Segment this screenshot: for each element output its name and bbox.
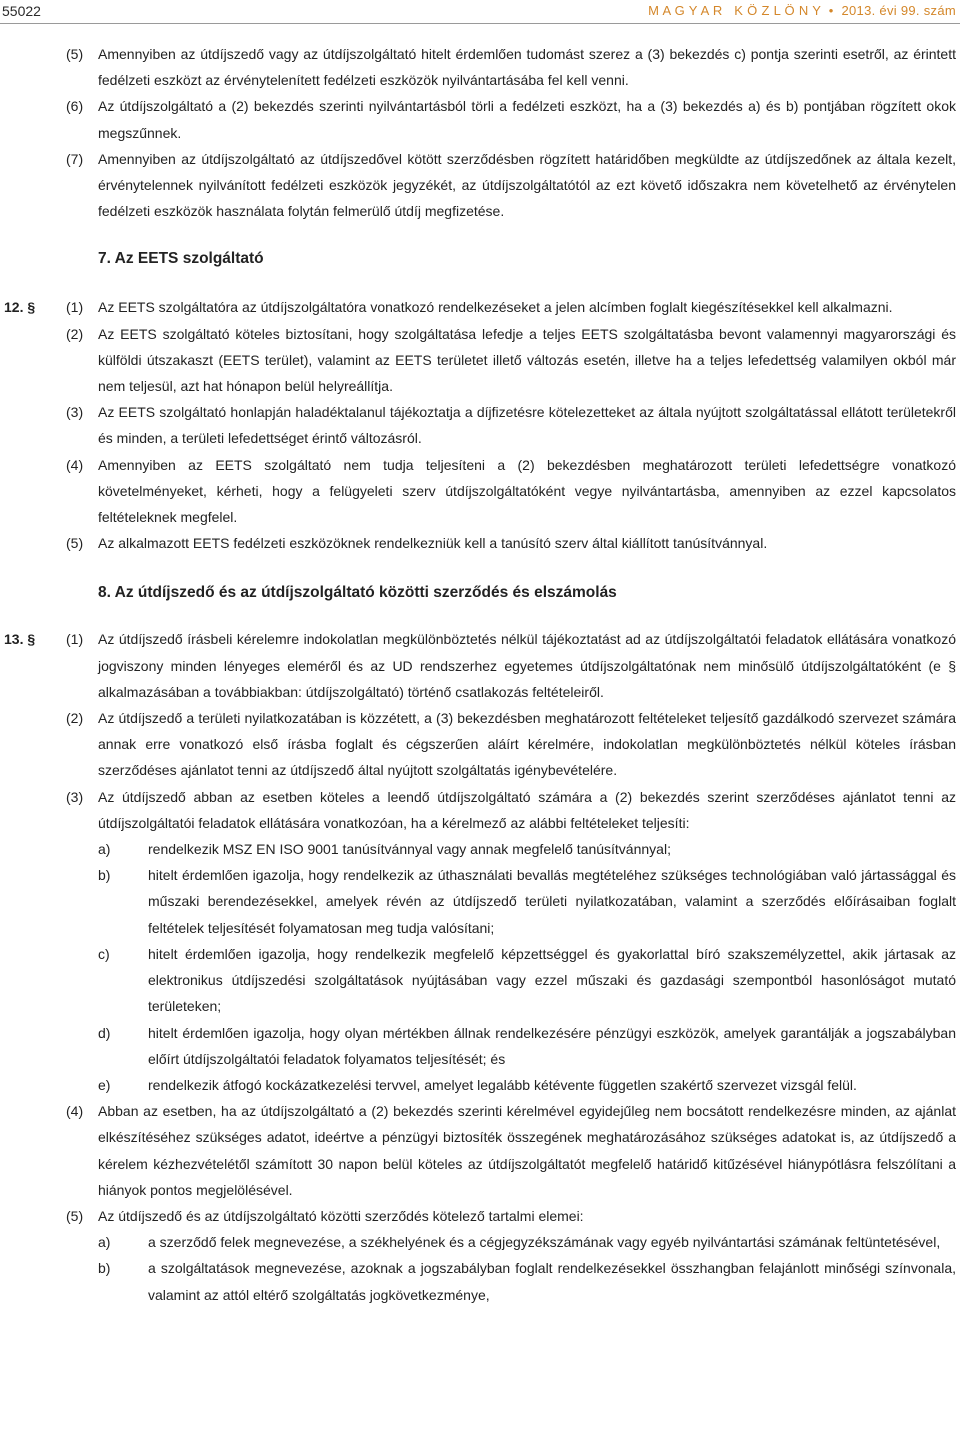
list-item-letter: a) bbox=[98, 1234, 111, 1251]
page-number: 55022 bbox=[2, 3, 41, 19]
paragraph-number: (2) bbox=[66, 325, 84, 342]
list-item bbox=[0, 1020, 960, 1072]
paragraph-text: Az EETS szolgáltatóra az útdíjszolgáltatóra vonatkozó rendelkezéseket a jelen alcímben foglalt kiegészítésekkel kell alkalmazni. bbox=[98, 299, 893, 316]
paragraph-number: (5) bbox=[66, 535, 84, 552]
paragraph-number: (1) bbox=[66, 299, 84, 316]
paragraph bbox=[0, 41, 960, 93]
header-divider bbox=[0, 23, 960, 24]
list-item bbox=[0, 941, 960, 1020]
paragraph bbox=[0, 626, 960, 705]
paragraph bbox=[0, 705, 960, 784]
paragraph-number: (2) bbox=[66, 710, 84, 727]
paragraph bbox=[0, 321, 960, 400]
section-12 bbox=[0, 294, 960, 556]
list-item-letter: d) bbox=[98, 1024, 111, 1041]
paragraph bbox=[0, 530, 960, 556]
list-item-letter: c) bbox=[98, 945, 110, 962]
paragraph bbox=[0, 146, 960, 225]
list-item-text: rendelkezik MSZ EN ISO 9001 tanúsítvánnyal vagy annak megfelelő tanúsítvánnyal; bbox=[148, 841, 671, 858]
list-item-letter: e) bbox=[98, 1076, 111, 1093]
paragraph-number: (6) bbox=[66, 98, 84, 115]
list-item-letter: b) bbox=[98, 867, 111, 884]
paragraph-number: (3) bbox=[66, 788, 84, 805]
paragraph-text: Amennyiben az útdíjszolgáltató az útdíjszedővel kötött szerződésben rögzített határidőben megküldte az útdíjszedőnek az általa kezelt, érvénytelennek nyilvánított fedélzeti eszközök jegyzékét, az útdíjszolgáltatótól az ezt követő időszakra nem követelhető az érvénytelen fedélzeti eszközök használata folytán felmerülő útdíj megfizetése. bbox=[98, 150, 956, 220]
paragraph bbox=[0, 452, 960, 531]
list-item-text: hitelt érdemlően igazolja, hogy rendelkezik az úthasználati bevallás megtételéhez szükséges technológiában való jártassággal és műszaki berendezésekkel, amelyek révén az útdíjszedő területi nyilatkozatában, valamint a szerződés előírásaiban foglalt feltételek teljesítését folyamatosan meg tudja valósítani; bbox=[148, 867, 956, 936]
list-item-text: hitelt érdemlően igazolja, hogy rendelkezik megfelelő képzettséggel és gyakorlattal bíró szakszemélyzettel, akik jártasak az elektronikus útdíjszedési szolgáltatások nyújtásában vagy ezzel műszaki és gazdasági szempontból hasonlóságot mutató területeken; bbox=[148, 945, 956, 1015]
paragraph bbox=[0, 399, 960, 451]
section-number: 12. § bbox=[4, 299, 36, 316]
paragraph-number: (1) bbox=[66, 631, 84, 648]
paragraph bbox=[0, 93, 960, 145]
section-number: 13. § bbox=[4, 631, 36, 648]
paragraph-text: Az EETS szolgáltató köteles biztosítani, hogy szolgáltatása lefedje a teljes EETS szolgáltatásba bevont valamennyi magyarországi és külföldi útszakaszt (EETS terület), valamint az EETS területet illető változás esetén, illetve ha a teljes lefedettség valamilyen okból már nem teljesül, azt hat hónapon belül helyreállítja. bbox=[98, 325, 956, 395]
paragraph-number: (4) bbox=[66, 456, 84, 473]
paragraph-text: Az útdíjszolgáltató a (2) bekezdés szerinti nyilvántartásból törli a fedélzeti eszközt, ha a (3) bekezdés a) és b) pontjában rögzített okok megszűnnek. bbox=[98, 98, 956, 141]
list-item bbox=[0, 1072, 960, 1098]
paragraph-number: (7) bbox=[66, 150, 84, 167]
paragraph bbox=[0, 294, 960, 320]
paragraph bbox=[0, 1098, 960, 1203]
list-item bbox=[0, 862, 960, 941]
list-item-text: a szerződő felek megnevezése, a székhelyének és a cégjegyzékszámának vagy egyéb nyilvántartási számának feltüntetésével, bbox=[148, 1234, 941, 1251]
paragraph bbox=[0, 1203, 960, 1229]
list-item-letter: a) bbox=[98, 841, 111, 858]
paragraph-text: Abban az esetben, ha az útdíjszolgáltató a (2) bekezdés szerinti kérelmével egyidejűleg nem bocsátott rendelkezésre minden, az ajánlat elkészítéséhez szükséges adatot, ideértve a pénzügyi biztosíték összegének meghatározásához szükséges adatokat is, az útdíjszedő a kérelem kézhezvételétől számított 30 napon belül köteles az útdíjszolgáltatót megfelelő határidő kitűzésével hiánypótlásra felszólítani a hiányok pontos megjelölésével. bbox=[98, 1103, 956, 1198]
paragraph-text: Az útdíjszedő és az útdíjszolgáltató közötti szerződés kötelező tartalmi elemei: bbox=[98, 1207, 584, 1224]
list-item-text: rendelkezik átfogó kockázatkezelési tervvel, amelyet legalább kétévente független szakértő szervezet vizsgál felül. bbox=[148, 1076, 857, 1093]
list-item bbox=[0, 1229, 960, 1255]
paragraph-text: Az alkalmazott EETS fedélzeti eszközöknek rendelkezniük kell a tanúsító szerv által kiállított tanúsítvánnyal. bbox=[98, 535, 768, 552]
list-item bbox=[0, 836, 960, 862]
paragraph-text: Az útdíjszedő a területi nyilatkozatában is közzétett, a (3) bekezdésben meghatározott feltételeket teljesítő gazdálkodó szervezet számára annak erre vonatkozó első írásba foglalt és cégszerűen aláírt kérelmére, indokolatlan megkülönböztetés nélkül köteles írásban szerződéses ajánlatot tenni az útdíjszedő által nyújtott szolgáltatás igénybevételére. bbox=[98, 710, 956, 779]
section-13 bbox=[0, 626, 960, 1307]
paragraph-text: Az útdíjszedő abban az esetben köteles a leendő útdíjszolgáltató számára a (2) bekezdés szerint szerződéses ajánlatot tenni az útdíjszolgáltatói feladatok ellátására vonatkozóan, ha a kérelmező az alábbi feltételeket teljesíti: bbox=[98, 788, 956, 831]
list-item-letter: b) bbox=[98, 1260, 111, 1277]
subtitle-contract: 8. Az útdíjszedő és az útdíjszolgáltató közötti szerződés és elszámolás bbox=[98, 584, 617, 602]
paragraph-text: Amennyiben az útdíjszedő vagy az útdíjszolgáltató hitelt érdemlően tudomást szerez a (3) bekezdés c) pontja szerinti esetről, az érintett fedélzeti eszközt az érvénytelenített fedélzeti eszközök nyilvántartásába fel kell venni. bbox=[98, 46, 956, 89]
subtitle-eets: 7. Az EETS szolgáltató bbox=[98, 250, 264, 268]
paragraph-text: Az útdíjszedő írásbeli kérelemre indokolatlan megkülönböztetés nélkül tájékoztatást ad az útdíjszolgáltatói feladatok ellátására vonatkozó jogviszony minden lényeges eleméről és az UD rendszerhez egyetemes útdíjszolgáltatónak nem minősülő útdíjszolgáltatóként (e § alkalmazásában a továbbiakban: útdíjszolgáltató) történő csatlakozás feltételeiről. bbox=[98, 631, 956, 700]
paragraph-text: Az EETS szolgáltató honlapján haladéktalanul tájékoztatja a díjfizetésre kötelezetteket az általa nyújtott szolgáltatással ellátott területekről és minden, a területi lefedettséget érintő változásról. bbox=[98, 404, 956, 447]
document-body bbox=[0, 41, 960, 1308]
paragraph-number: (5) bbox=[66, 46, 84, 62]
paragraph-text: Amennyiben az EETS szolgáltató nem tudja teljesíteni a (2) bekezdésben meghatározott területi lefedettségre vonatkozó követelményeket, kérheti, hogy a felügyeleti szerv útdíjszolgáltatóként vegye nyilvántartásba, amennyiben az ezzel kapcsolatos feltételeknek megfelel. bbox=[98, 456, 956, 526]
journal-title: M A G Y A R K Ö Z L Ö N Y • 2013. évi 99. szám bbox=[648, 3, 956, 18]
paragraph-number: (4) bbox=[66, 1103, 84, 1120]
list-item-text: hitelt érdemlően igazolja, hogy olyan mértékben állnak rendelkezésére pénzügyi eszközök, amelyek garantálják a jogszabályban előírt útdíjszolgáltatói feladatok folyamatos teljesítését; és bbox=[148, 1024, 956, 1067]
paragraph bbox=[0, 784, 960, 836]
paragraph-number: (3) bbox=[66, 404, 84, 421]
list-item bbox=[0, 1255, 960, 1307]
page-header bbox=[0, 0, 960, 26]
paragraph-number: (5) bbox=[66, 1207, 84, 1224]
list-item-text: a szolgáltatások megnevezése, azoknak a jogszabályban foglalt rendelkezésekkel összhangban felajánlott minőségi színvonala, valamint az attól eltérő szolgáltatás jogkövetkezménye, bbox=[148, 1260, 956, 1303]
